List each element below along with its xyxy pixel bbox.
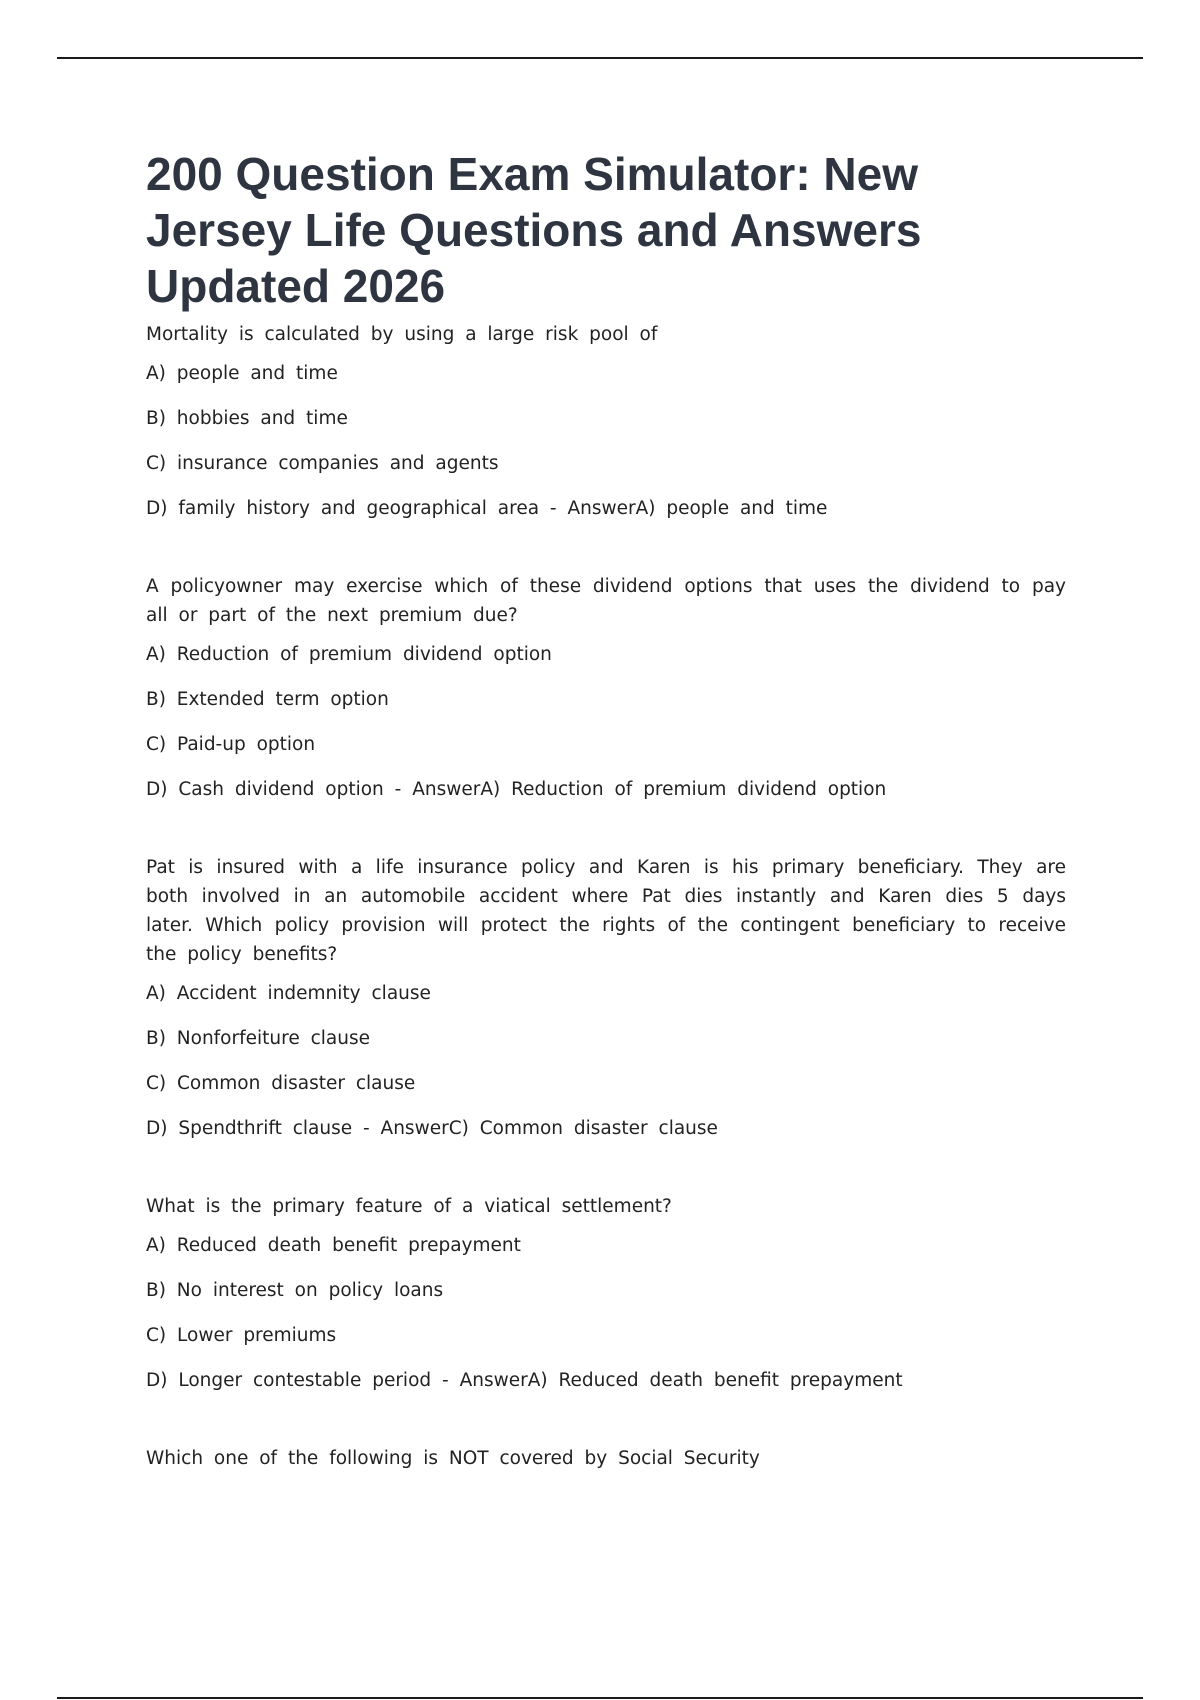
answer-option: A) Reduced death benefit prepayment	[146, 1235, 521, 1256]
answer-option: C) Paid-up option	[146, 734, 316, 755]
answer-option: D) Longer contestable period - AnswerA) Reduced death benefit prepayment	[146, 1370, 903, 1391]
answer-option: A) Accident indemnity clause	[146, 983, 431, 1004]
bottom-rule	[57, 1697, 1143, 1699]
answer-option: B) hobbies and time	[146, 408, 348, 429]
question-text: What is the primary feature of a viatical settlement?	[146, 1196, 672, 1217]
answer-option: A) people and time	[146, 363, 338, 384]
answer-option: C) insurance companies and agents	[146, 453, 499, 474]
answer-option: D) Spendthrift clause - AnswerC) Common disaster clause	[146, 1118, 718, 1139]
top-rule	[57, 57, 1143, 59]
answer-option: B) Extended term option	[146, 689, 389, 710]
answer-option: A) Reduction of premium dividend option	[146, 644, 552, 665]
answer-option: C) Common disaster clause	[146, 1073, 416, 1094]
question-block	[146, 320, 1066, 520]
answer-option: B) No interest on policy loans	[146, 1280, 444, 1301]
question-block	[146, 853, 1066, 1140]
answer-option: B) Nonforfeiture clause	[146, 1028, 370, 1049]
question-text: A policyowner may exercise which of these dividend options that uses the dividend to pay all or part of the next premium due?	[146, 576, 1066, 626]
document-body	[146, 146, 1066, 1487]
question-text: Mortality is calculated by using a large risk pool of	[146, 324, 658, 345]
question-block	[146, 1192, 1066, 1392]
answer-option: D) family history and geographical area - AnswerA) people and time	[146, 498, 828, 519]
question-text: Pat is insured with a life insurance policy and Karen is his primary beneficiary. They are both involved in an automobile accident where Pat dies instantly and Karen dies 5 days later. Which policy provision will protect the rights of the contingent beneficiary to receive the policy benefits?	[146, 857, 1066, 965]
page-title: 200 Question Exam Simulator: New Jersey Life Questions and Answers Updated 2026	[146, 148, 922, 312]
answer-option: C) Lower premiums	[146, 1325, 337, 1346]
answer-option: D) Cash dividend option - AnswerA) Reduction of premium dividend option	[146, 779, 887, 800]
question-block	[146, 1444, 1066, 1473]
question-block	[146, 572, 1066, 801]
question-text: Which one of the following is NOT covered by Social Security	[146, 1448, 760, 1469]
